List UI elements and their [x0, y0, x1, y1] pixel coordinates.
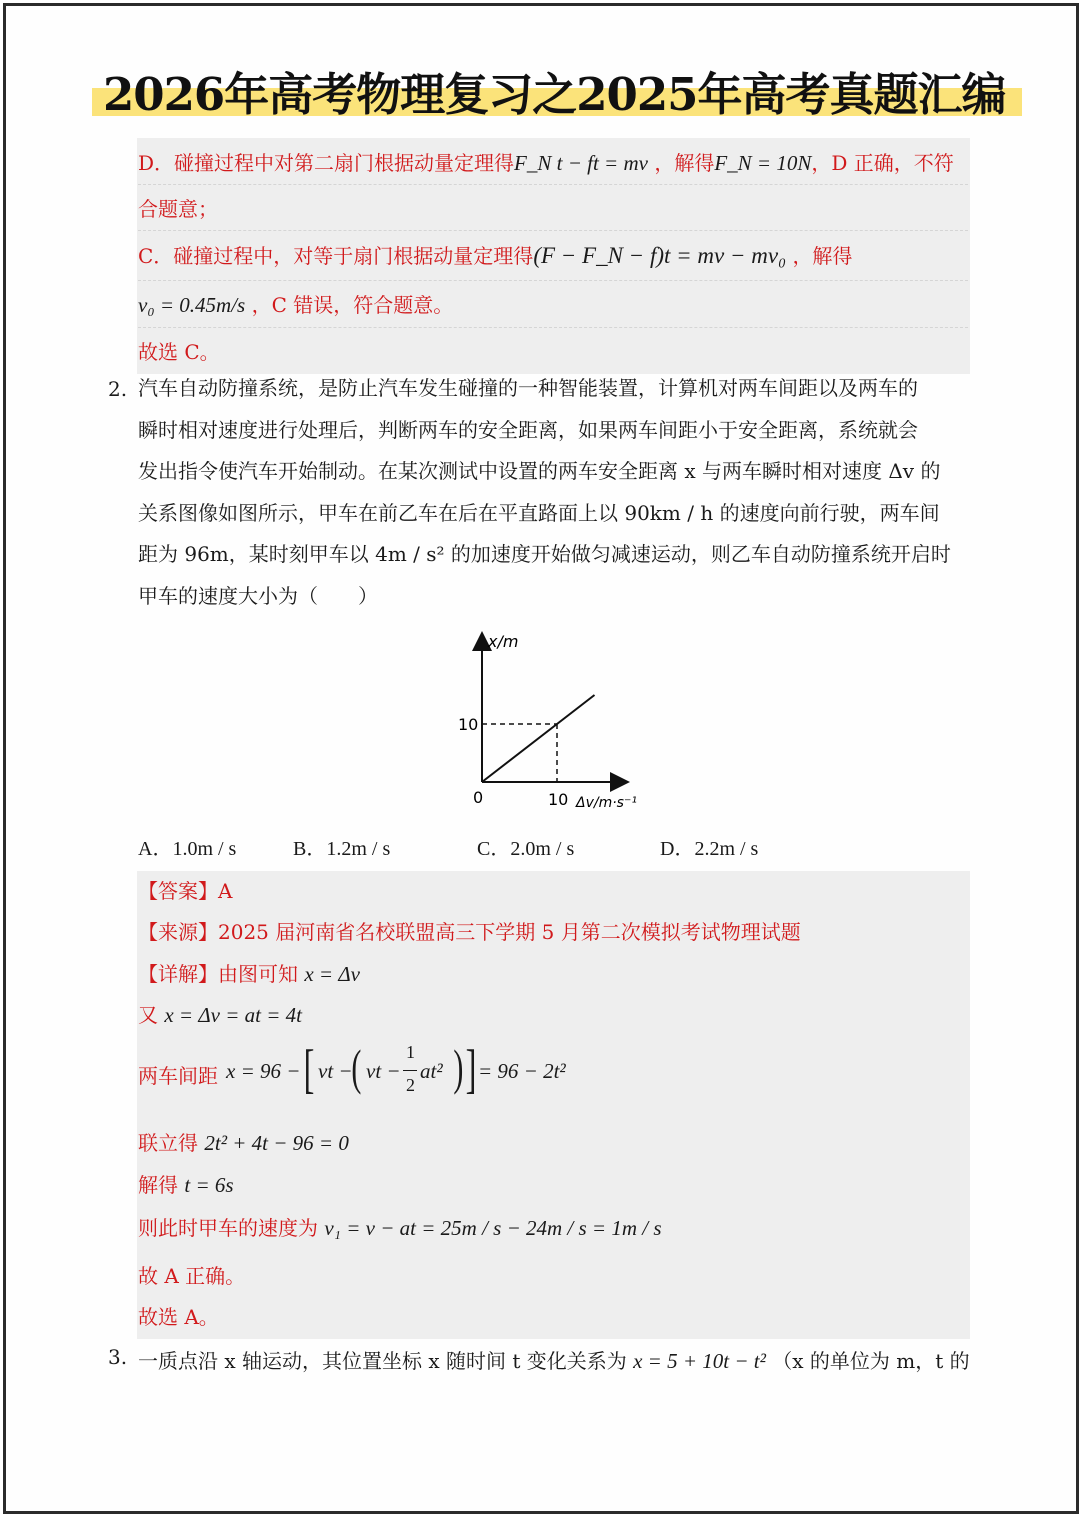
x-dv-chart [440, 625, 670, 815]
source-label: 【来源】 [138, 920, 218, 944]
question-3-text [138, 1345, 970, 1374]
gap-eq-inner-a: vt − [318, 1059, 353, 1083]
question-2-line: 发出指令使汽车开始制动。在某次测试中设置的两车安全距离 x 与两车瞬时相对速度 Δv 的 [138, 459, 941, 483]
option-b[interactable]: B．1.2m / s [293, 838, 391, 860]
prev-c-tail: ，C 错误，符合题意。 [251, 293, 454, 317]
gap-eq-left: x = 96 − [226, 1059, 301, 1083]
paren-open: ( [351, 1039, 362, 1095]
question-2-line: 关系图像如图所示，甲车在前乙车在后在平直路面上以 90km / h 的速度向前行驶，两车间 [138, 500, 940, 525]
gap-eq-at2: at² [420, 1059, 443, 1083]
separator [138, 280, 968, 281]
y-tick-label: 10 [458, 715, 479, 734]
combine-line [138, 1127, 349, 1156]
prev-c-solve: ，解得 [792, 244, 853, 268]
bracket-open: [ [303, 1039, 315, 1099]
speed-equation: v₁ = v − at = 25m / s − 24m / s = 1m / s [324, 1216, 662, 1240]
prev-c-result: v₀ = 0.45m/s [138, 293, 246, 317]
detail-line [138, 958, 360, 987]
option-a[interactable]: A．1.0m / s [138, 838, 237, 860]
frac-bar [403, 1070, 417, 1071]
question-3-equation: x = 5 + 10t − t² [633, 1349, 766, 1373]
x-axis-label: Δv/m·s⁻¹ [576, 795, 637, 811]
gap-eq-inner-b: vt − [366, 1059, 401, 1083]
again-equation: x = Δv = at = 4t [164, 1003, 303, 1027]
x-tick-label: 10 [548, 790, 569, 809]
frac-den: 2 [406, 1075, 415, 1095]
paren-close: ) [453, 1039, 464, 1095]
solve-text: 解得 [138, 1173, 178, 1197]
prev-d-tail: ，D 正确，不符 [811, 151, 954, 175]
question-2-line: 距为 96m，某时刻甲车以 4m / s² 的加速度开始做匀减速运动，则乙车自动防撞系统开启时 [138, 542, 951, 566]
question-2-text [138, 368, 973, 617]
source-value: 2025 届河南省名校联盟高三下学期 5 月第二次模拟考试物理试题 [218, 920, 801, 944]
question-3-text-a: 一质点沿 x 轴运动，其位置坐标 x 随时间 t 变化关系为 [138, 1349, 627, 1373]
frac-num: 1 [406, 1042, 415, 1062]
prev-c-line [138, 240, 852, 269]
page-title: 2026年高考物理复习之2025年高考真题汇编 [103, 68, 1006, 121]
question-2-line: 瞬时相对速度进行处理后，判断两车的安全距离，如果两车间距小于安全距离，系统就会 [138, 417, 918, 442]
option-c[interactable]: C．2.0m / s [477, 838, 575, 860]
detail-equation: x = Δv [304, 962, 360, 986]
answer-label: 【答案】 [138, 879, 218, 903]
prev-c-result-line [138, 289, 453, 318]
question-3-text-b: （x 的单位为 m，t 的 [772, 1349, 970, 1373]
speed-line [138, 1212, 662, 1241]
source-line [138, 916, 801, 945]
option-d[interactable]: D．2.2m / s [660, 838, 759, 860]
prev-choice: 故选 C。 [138, 340, 220, 364]
prev-d-result: F_N = 10N [714, 151, 812, 175]
data-line [482, 695, 595, 782]
question-2-line: 甲车的速度大小为（ ） [138, 583, 378, 608]
prev-c-text: C．碰撞过程中，对等于扇门根据动量定理得 [138, 244, 534, 268]
question-2-number: 2. [108, 377, 128, 401]
question-2-line: 汽车自动防撞系统，是防止汽车发生碰撞的一种智能装置，计算机对两车间距以及两车的 [138, 376, 918, 400]
separator [138, 327, 968, 328]
prev-d-equation: F_N t − ft = mv [514, 151, 648, 175]
question-3-number: 3. [108, 1345, 128, 1369]
detail-text: 由图可知 [218, 962, 298, 986]
answer-value: A [218, 879, 233, 903]
gap-text: 两车间距 [138, 1064, 218, 1088]
prev-d-solve: ，解得 [654, 151, 715, 175]
solve-equation: t = 6s [184, 1173, 234, 1197]
x-tick-label: 0 [473, 788, 484, 807]
prev-d-text: D．碰撞过程中对第二扇门根据动量定理得 [138, 151, 515, 175]
speed-text: 则此时甲车的速度为 [138, 1216, 318, 1240]
prev-c-equation: (F − F_N − f)t = mv − mv₀ [533, 243, 787, 268]
answer-line [138, 875, 232, 904]
combine-text: 联立得 [138, 1131, 198, 1155]
solve-line [138, 1169, 234, 1198]
separator [138, 184, 968, 185]
choice-line: 故选 A。 [138, 1305, 219, 1329]
combine-equation: 2t² + 4t − 96 = 0 [204, 1131, 349, 1155]
again-line [138, 999, 302, 1028]
detail-label: 【详解】 [138, 962, 218, 986]
y-axis-label: x/m [488, 632, 519, 651]
bracket-close: ] [465, 1039, 477, 1099]
correct-line: 故 A 正确。 [138, 1264, 246, 1288]
separator [138, 230, 968, 231]
prev-d-line [138, 147, 954, 176]
prev-d-tail-line: 合题意； [138, 197, 218, 221]
gap-eq-right: = 96 − 2t² [478, 1059, 566, 1083]
again-text: 又 [138, 1003, 158, 1027]
